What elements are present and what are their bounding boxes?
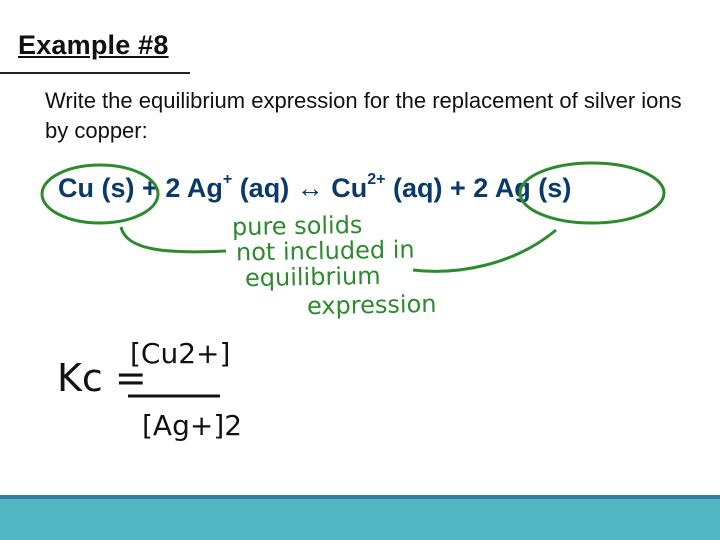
equilibrium-arrow: ↔ — [296, 173, 324, 203]
chemical-equation — [58, 173, 571, 204]
left-annotation-curve — [121, 227, 226, 252]
handwritten-note-line-2: not included in — [235, 235, 415, 267]
footer-band — [0, 499, 720, 540]
prompt-text: Write the equilibrium expression for the replacement of silver ions by copper: — [45, 88, 682, 143]
right-annotation-curve — [413, 230, 556, 271]
reactant-silver-ion: 2 Ag — [165, 173, 223, 203]
kc-numerator: [Cu2+] — [130, 337, 231, 370]
product-silver: 2 Ag (s) — [473, 173, 572, 203]
handwritten-note-line-4: expression — [306, 289, 437, 321]
reactant-copper: Cu (s) — [58, 173, 135, 203]
silver-ion-charge: + — [222, 171, 233, 188]
product-copper-ion: Cu — [331, 173, 368, 203]
kc-label: Kc = — [57, 356, 147, 400]
kc-denominator: [Ag+]2 — [142, 409, 243, 442]
plus-sign: + — [450, 173, 466, 203]
handwritten-note-line-3: equilibrium — [244, 261, 381, 293]
handwritten-note-line-1: pure solids — [231, 210, 363, 242]
silver-ion-state: (aq) — [239, 173, 290, 203]
copper-ion-state: (aq) — [392, 173, 443, 203]
copper-ion-charge: 2+ — [367, 171, 386, 188]
slide-title: Example #8 — [18, 30, 169, 60]
plus-sign: + — [142, 173, 158, 203]
